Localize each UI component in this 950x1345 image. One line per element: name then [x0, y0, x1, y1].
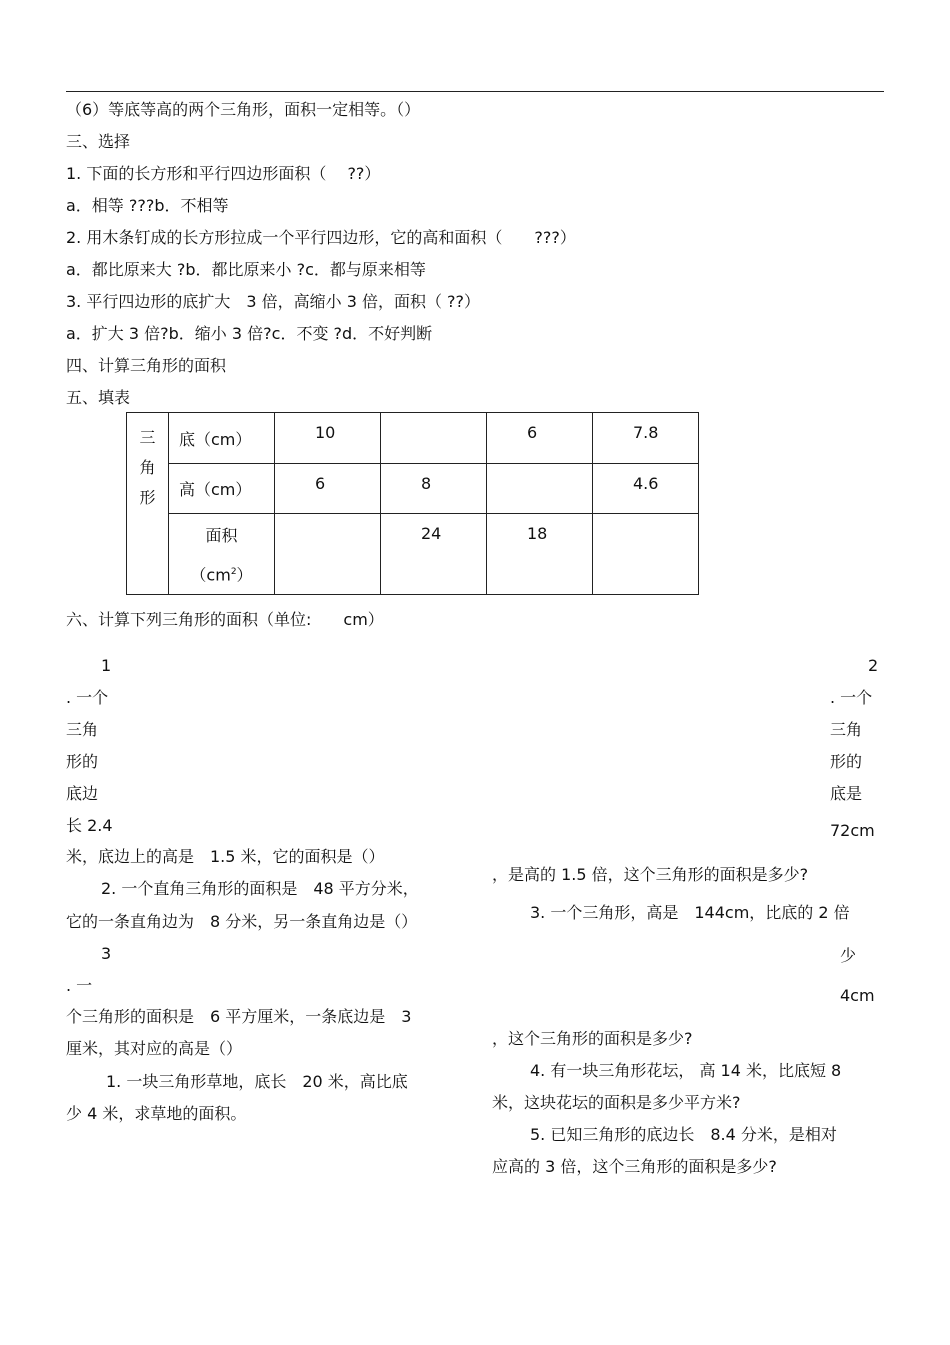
triangle-fill-table [126, 412, 699, 595]
section-3-title: 三、选择 [66, 132, 131, 151]
table-cell [593, 514, 699, 595]
left-line: 形的 [66, 752, 99, 771]
left-line: 米，底边上的高是 1.5 米，它的面积是（） [66, 847, 385, 866]
left-line: 长 2.4 [66, 816, 113, 835]
right-line: 5. 已知三角形的底边长 8.4 分米，是相对 [530, 1125, 837, 1144]
section-6-title: 六、计算下列三角形的面积（单位: cm） [66, 610, 384, 629]
left-line: 底边 [66, 784, 99, 803]
right-line: 形的 [830, 752, 863, 771]
table-cell: 10 [275, 413, 381, 464]
table-cell: 6 [275, 464, 381, 514]
choice-question-1-options: a．相等 ???b．不相等 [66, 196, 229, 215]
right-line: 少 [840, 946, 857, 965]
left-line: 厘米，其对应的高是（） [66, 1039, 243, 1058]
choice-question-3-options: a．扩大 3 倍?b．缩小 3 倍?c．不变 ?d．不好判断 [66, 324, 433, 343]
row-label-base: 底（cm） [169, 413, 275, 464]
right-line: 72cm [830, 821, 875, 840]
table-cell: 8 [381, 464, 487, 514]
choice-question-2-options: a．都比原来大 ?b．都比原来小 ?c．都与原来相等 [66, 260, 426, 279]
choice-question-1: 1. 下面的长方形和平行四边形面积（ ??） [66, 164, 381, 183]
left-line: 个三角形的面积是 6 平方厘米，一条底边是 3 [66, 1007, 412, 1026]
table-cell: 18 [487, 514, 593, 595]
right-line: ，是高的 1.5 倍，这个三角形的面积是多少? [492, 865, 809, 884]
right-line: 米，这块花坛的面积是多少平方米? [492, 1093, 741, 1112]
left-line: . 一 [66, 976, 93, 995]
judge-item-6: （6）等底等高的两个三角形，面积一定相等。（） [66, 100, 421, 119]
right-line: 4. 有一块三角形花坛， 高 14 米，比底短 8 [530, 1061, 842, 1080]
row-label-area: 面积 $(cm^2)$ [169, 514, 275, 595]
table-cell: 4.6 [593, 464, 699, 514]
table-cell: 6 [487, 413, 593, 464]
table-cell [275, 514, 381, 595]
right-line: . 一个 [830, 688, 873, 707]
right-line: 4cm [840, 986, 875, 1005]
right-line: 应高的 3 倍，这个三角形的面积是多少? [492, 1157, 777, 1176]
left-line: 三角 [66, 720, 99, 739]
row-label-height: 高（cm） [169, 464, 275, 514]
section-4-title: 四、计算三角形的面积 [66, 356, 227, 375]
table-cell [487, 464, 593, 514]
table-cell: 24 [381, 514, 487, 595]
left-line: 它的一条直角边为 8 分米，另一条直角边是（） [66, 912, 418, 931]
left-line: 2. 一个直角三角形的面积是 48 平方分米， [101, 879, 419, 898]
header-rule [66, 91, 884, 92]
left-line: 1. 一块三角形草地，底长 20 米，高比底 [106, 1072, 408, 1091]
choice-question-2: 2. 用木条钉成的长方形拉成一个平行四边形，它的高和面积（ ???） [66, 228, 576, 247]
section-5-title: 五、填表 [66, 388, 131, 407]
right-line: 2 [868, 656, 879, 675]
left-line: 3 [101, 944, 112, 963]
choice-question-3: 3. 平行四边形的底扩大 3 倍，高缩小 3 倍，面积（ ??） [66, 292, 481, 311]
table-side-label: 三 角 形 [127, 413, 169, 595]
table-cell [381, 413, 487, 464]
left-line: 少 4 米，求草地的面积。 [66, 1104, 247, 1123]
right-line: ，这个三角形的面积是多少? [492, 1029, 693, 1048]
table-cell: 7.8 [593, 413, 699, 464]
left-line: . 一个 [66, 688, 109, 707]
right-line: 三角 [830, 720, 863, 739]
left-line: 1 [101, 656, 112, 675]
right-line: 3. 一个三角形，高是 144cm，比底的 2 倍 [530, 903, 850, 922]
right-line: 底是 [830, 784, 863, 803]
